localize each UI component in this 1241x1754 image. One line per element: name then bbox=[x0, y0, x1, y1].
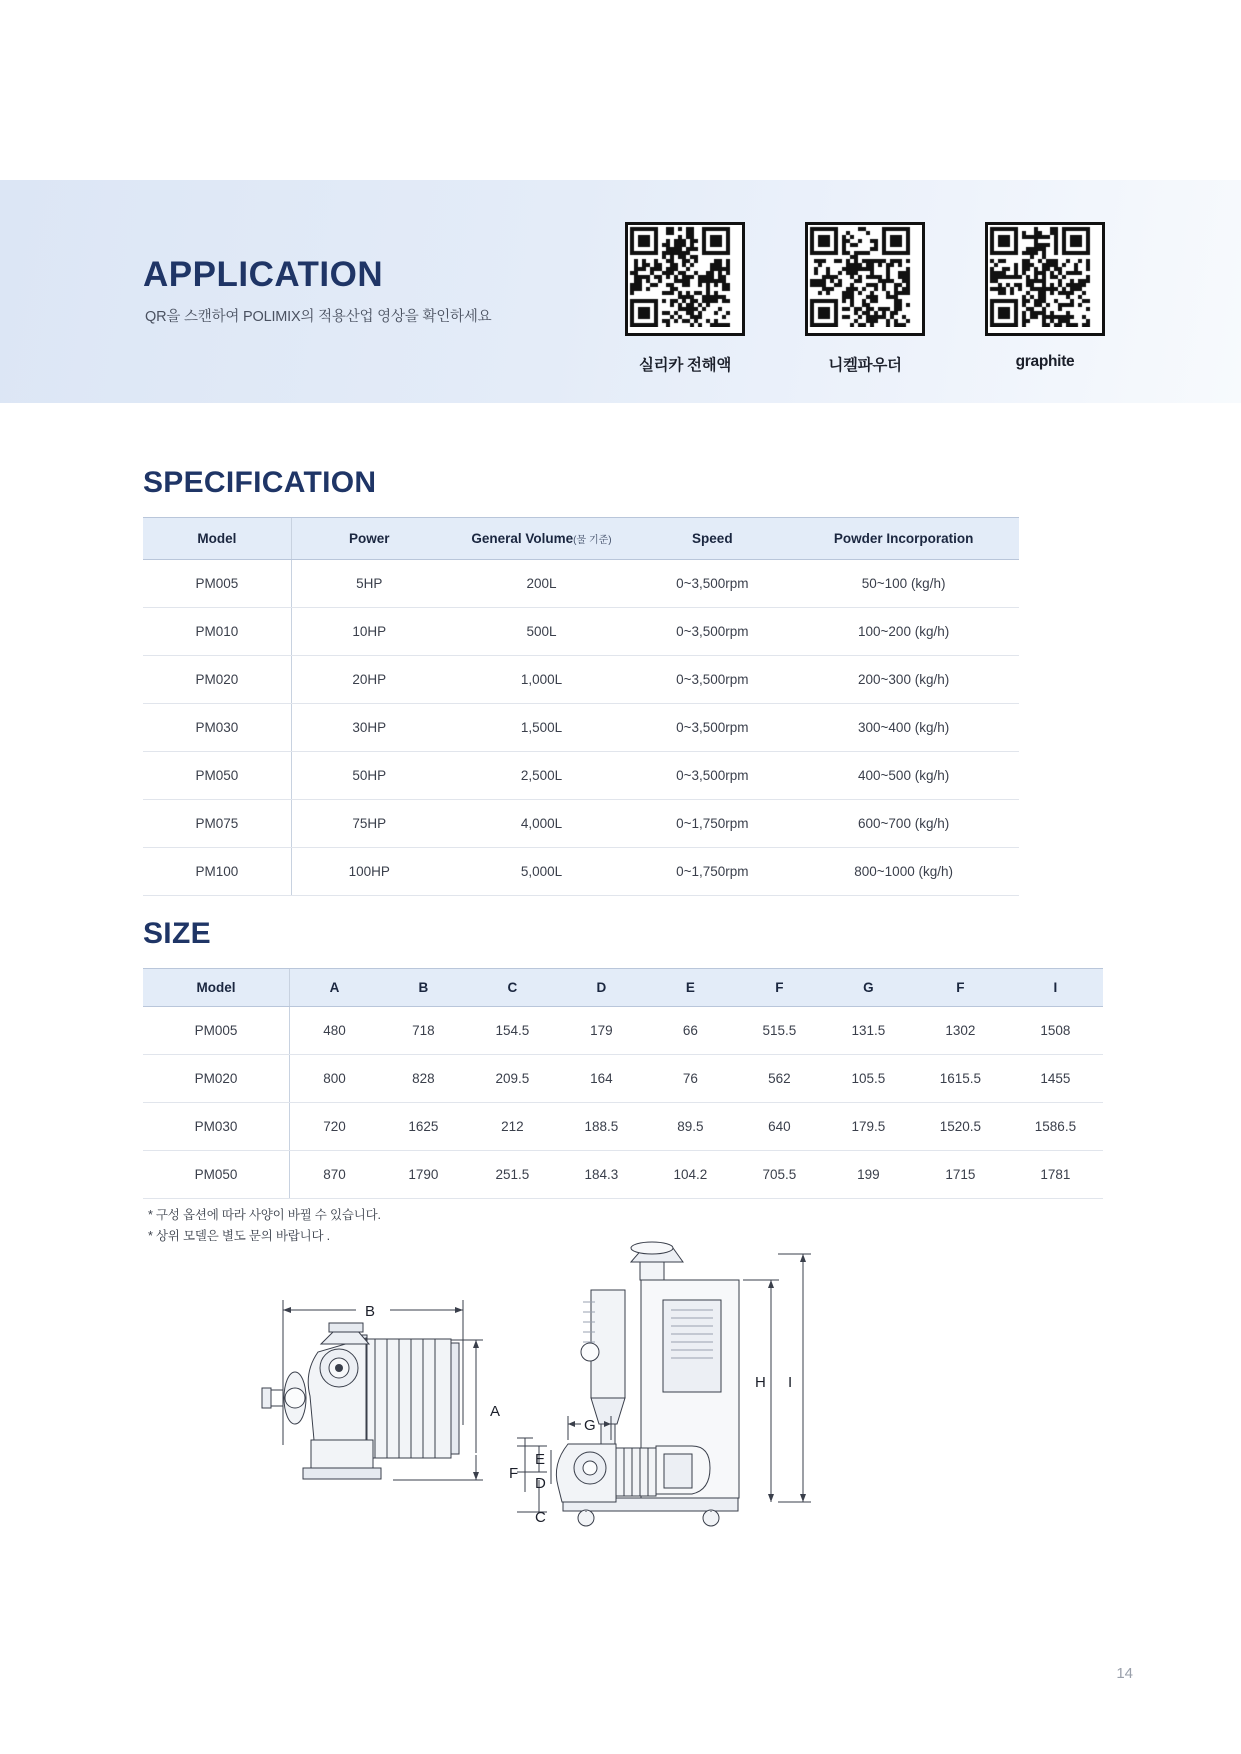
dim-label-h: H bbox=[755, 1374, 766, 1391]
table-row bbox=[143, 1151, 1103, 1199]
dim-label-g: G bbox=[584, 1417, 596, 1434]
cell-powder: 300~400 (kg/h) bbox=[788, 704, 1019, 752]
dim-label-a: A bbox=[490, 1403, 501, 1420]
cell-power: 5HP bbox=[291, 560, 446, 608]
cell-powder: 400~500 (kg/h) bbox=[788, 752, 1019, 800]
table-row bbox=[143, 1055, 1103, 1103]
cell-dimension: 828 bbox=[379, 1055, 468, 1103]
cell-dimension: 184.3 bbox=[557, 1151, 646, 1199]
cell-dimension: 718 bbox=[379, 1007, 468, 1055]
cell-model: PM075 bbox=[143, 800, 291, 848]
cell-dimension: 251.5 bbox=[468, 1151, 557, 1199]
cell-speed: 0~3,500rpm bbox=[636, 752, 788, 800]
dim-label-f: F bbox=[509, 1465, 519, 1482]
specification-table bbox=[143, 517, 1019, 896]
header-e: E bbox=[646, 969, 735, 1007]
table-row bbox=[143, 752, 1019, 800]
cell-model: PM030 bbox=[143, 1103, 290, 1151]
cell-model: PM005 bbox=[143, 560, 291, 608]
header-d: D bbox=[557, 969, 646, 1007]
cell-dimension: 562 bbox=[735, 1055, 824, 1103]
cell-dimension: 705.5 bbox=[735, 1151, 824, 1199]
cell-dimension: 188.5 bbox=[557, 1103, 646, 1151]
header-power: Power bbox=[291, 518, 446, 560]
cell-dimension: 131.5 bbox=[824, 1007, 913, 1055]
qr-item[interactable] bbox=[805, 222, 925, 375]
header-i: I bbox=[1008, 969, 1103, 1007]
cell-dimension: 1455 bbox=[1008, 1055, 1103, 1103]
drawing-right-unit bbox=[517, 1242, 811, 1526]
table-row bbox=[143, 1103, 1103, 1151]
table-header-row bbox=[143, 518, 1019, 560]
cell-dimension: 179 bbox=[557, 1007, 646, 1055]
cell-dimension: 212 bbox=[468, 1103, 557, 1151]
cell-dimension: 800 bbox=[290, 1055, 379, 1103]
cell-dimension: 1790 bbox=[379, 1151, 468, 1199]
cell-volume: 1,500L bbox=[447, 704, 637, 752]
header-b: B bbox=[379, 969, 468, 1007]
application-title: APPLICATION bbox=[143, 255, 384, 294]
cell-dimension: 1781 bbox=[1008, 1151, 1103, 1199]
technical-drawings bbox=[143, 1240, 1103, 1600]
header-model: Model bbox=[143, 518, 291, 560]
cell-dimension: 76 bbox=[646, 1055, 735, 1103]
cell-dimension: 720 bbox=[290, 1103, 379, 1151]
table-row bbox=[143, 800, 1019, 848]
header-powder-incorporation: Powder Incorporation bbox=[788, 518, 1019, 560]
cell-volume: 2,500L bbox=[447, 752, 637, 800]
cell-dimension: 164 bbox=[557, 1055, 646, 1103]
dim-label-e: E bbox=[535, 1451, 546, 1468]
size-table bbox=[143, 968, 1103, 1199]
size-heading: SIZE bbox=[143, 917, 211, 950]
table-row bbox=[143, 608, 1019, 656]
application-subtitle: QR을 스캔하여 POLIMIX의 적용산업 영상을 확인하세요 bbox=[145, 309, 492, 325]
drawing-left-mixer bbox=[262, 1300, 483, 1480]
cell-dimension: 179.5 bbox=[824, 1103, 913, 1151]
cell-power: 50HP bbox=[291, 752, 446, 800]
cell-dimension: 1625 bbox=[379, 1103, 468, 1151]
cell-dimension: 1586.5 bbox=[1008, 1103, 1103, 1151]
cell-power: 20HP bbox=[291, 656, 446, 704]
cell-speed: 0~3,500rpm bbox=[636, 704, 788, 752]
cell-model: PM020 bbox=[143, 656, 291, 704]
specification-heading: SPECIFICATION bbox=[143, 466, 377, 499]
table-row bbox=[143, 1007, 1103, 1055]
cell-powder: 100~200 (kg/h) bbox=[788, 608, 1019, 656]
cell-model: PM030 bbox=[143, 704, 291, 752]
qr-caption: 실리카 전해액 bbox=[638, 357, 732, 374]
volume-unit-note: (물 기준) bbox=[573, 535, 612, 546]
cell-dimension: 209.5 bbox=[468, 1055, 557, 1103]
cell-volume: 200L bbox=[447, 560, 637, 608]
table-row bbox=[143, 704, 1019, 752]
qr-item[interactable] bbox=[985, 222, 1105, 375]
cell-powder: 50~100 (kg/h) bbox=[788, 560, 1019, 608]
qr-caption: 니켈파우더 bbox=[828, 357, 902, 374]
qr-item[interactable] bbox=[625, 222, 745, 375]
cell-dimension: 870 bbox=[290, 1151, 379, 1199]
cell-dimension: 154.5 bbox=[468, 1007, 557, 1055]
dim-label-d: D bbox=[535, 1475, 546, 1492]
qr-code-icon[interactable] bbox=[625, 222, 745, 336]
cell-powder: 600~700 (kg/h) bbox=[788, 800, 1019, 848]
qr-code-icon[interactable] bbox=[805, 222, 925, 336]
cell-model: PM050 bbox=[143, 752, 291, 800]
dim-label-c: C bbox=[535, 1509, 546, 1526]
cell-model: PM100 bbox=[143, 848, 291, 896]
table-row bbox=[143, 560, 1019, 608]
cell-speed: 0~3,500rpm bbox=[636, 608, 788, 656]
header-c: C bbox=[468, 969, 557, 1007]
drawing-svg bbox=[143, 1240, 1103, 1600]
cell-dimension: 1520.5 bbox=[913, 1103, 1008, 1151]
header-a: A bbox=[290, 969, 379, 1007]
cell-dimension: 1302 bbox=[913, 1007, 1008, 1055]
cell-volume: 4,000L bbox=[447, 800, 637, 848]
header-f: F bbox=[735, 969, 824, 1007]
cell-dimension: 199 bbox=[824, 1151, 913, 1199]
cell-speed: 0~3,500rpm bbox=[636, 560, 788, 608]
cell-speed: 0~1,750rpm bbox=[636, 848, 788, 896]
cell-power: 100HP bbox=[291, 848, 446, 896]
cell-powder: 800~1000 (kg/h) bbox=[788, 848, 1019, 896]
cell-dimension: 66 bbox=[646, 1007, 735, 1055]
cell-powder: 200~300 (kg/h) bbox=[788, 656, 1019, 704]
table-header-row bbox=[143, 969, 1103, 1007]
cell-speed: 0~3,500rpm bbox=[636, 656, 788, 704]
note-line: * 상위 모델은 별도 문의 바랍니다 . bbox=[148, 1228, 330, 1243]
cell-dimension: 105.5 bbox=[824, 1055, 913, 1103]
cell-power: 10HP bbox=[291, 608, 446, 656]
cell-volume: 5,000L bbox=[447, 848, 637, 896]
dim-label-b: B bbox=[365, 1303, 376, 1320]
header-speed: Speed bbox=[636, 518, 788, 560]
cell-model: PM050 bbox=[143, 1151, 290, 1199]
qr-caption: graphite bbox=[1015, 353, 1075, 370]
cell-model: PM020 bbox=[143, 1055, 290, 1103]
header-f2: F bbox=[913, 969, 1008, 1007]
cell-dimension: 89.5 bbox=[646, 1103, 735, 1151]
cell-dimension: 1508 bbox=[1008, 1007, 1103, 1055]
page-number: 14 bbox=[1116, 1665, 1133, 1682]
table-row bbox=[143, 656, 1019, 704]
cell-power: 30HP bbox=[291, 704, 446, 752]
dim-label-i: I bbox=[788, 1374, 793, 1391]
qr-code-icon[interactable] bbox=[985, 222, 1105, 336]
cell-dimension: 480 bbox=[290, 1007, 379, 1055]
cell-dimension: 640 bbox=[735, 1103, 824, 1151]
qr-code-group bbox=[625, 222, 1105, 375]
cell-volume: 1,000L bbox=[447, 656, 637, 704]
cell-dimension: 515.5 bbox=[735, 1007, 824, 1055]
note-line: * 구성 옵션에 따라 사양이 바뀔 수 있습니다. bbox=[148, 1208, 381, 1222]
cell-speed: 0~1,750rpm bbox=[636, 800, 788, 848]
header-model: Model bbox=[143, 969, 290, 1007]
cell-power: 75HP bbox=[291, 800, 446, 848]
cell-dimension: 104.2 bbox=[646, 1151, 735, 1199]
cell-volume: 500L bbox=[447, 608, 637, 656]
cell-dimension: 1615.5 bbox=[913, 1055, 1008, 1103]
cell-model: PM005 bbox=[143, 1007, 290, 1055]
header-g: G bbox=[824, 969, 913, 1007]
table-row bbox=[143, 848, 1019, 896]
header-general-volume: General Volume(물 기준) bbox=[447, 518, 637, 560]
cell-model: PM010 bbox=[143, 608, 291, 656]
cell-dimension: 1715 bbox=[913, 1151, 1008, 1199]
